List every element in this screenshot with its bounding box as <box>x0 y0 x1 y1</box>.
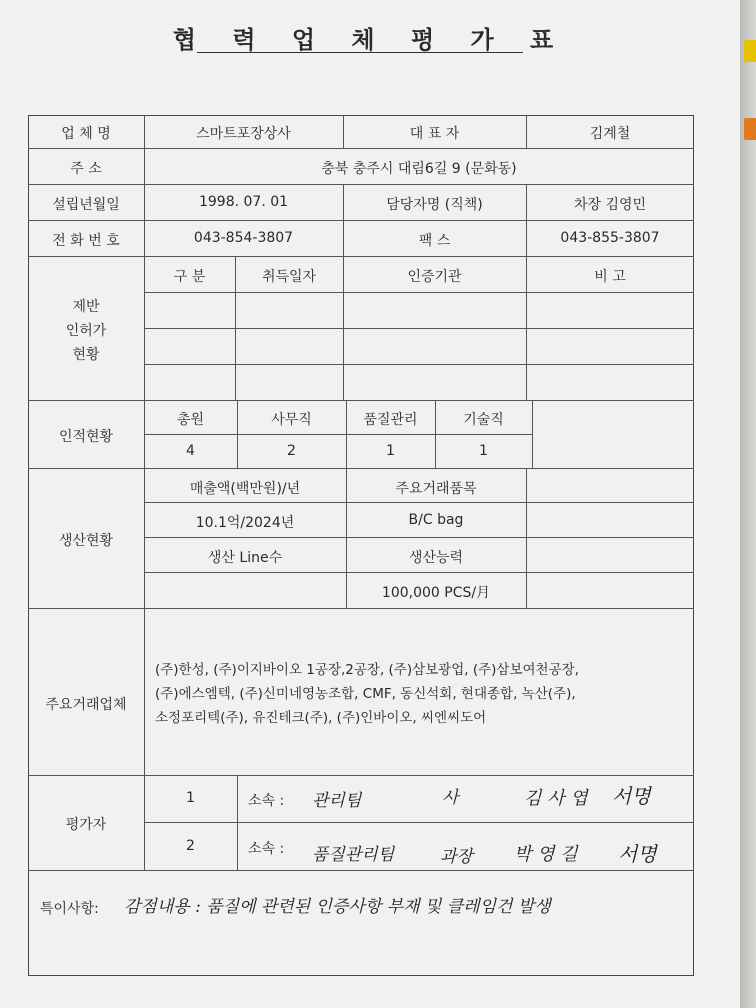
phone-label: 전 화 번 호 <box>52 233 120 249</box>
company-value: 스마트포장상사 <box>196 126 291 142</box>
founded-value: 1998. 07. 01 <box>198 194 289 210</box>
evaluator-signature: 서명 <box>612 784 651 808</box>
evaluator-name: 김 사 엽 <box>524 788 588 809</box>
remarks-label: 특이사항: <box>40 901 99 917</box>
contact-label: 담당자명 (직책) <box>386 197 483 213</box>
row-divider <box>144 434 532 435</box>
row-divider <box>144 364 694 365</box>
row-divider <box>28 220 694 221</box>
staff-value-total: 4 <box>186 443 195 459</box>
items-label: 주요거래품목 <box>395 481 477 497</box>
licenses-label-2: 인허가 <box>65 323 107 339</box>
row-divider <box>28 608 694 609</box>
col-divider <box>526 468 527 608</box>
evaluator-affiliation-label: 소속 : <box>248 841 285 857</box>
sticky-tab-yellow <box>744 40 756 62</box>
fax-label: 팩 스 <box>418 233 451 249</box>
items-value: B/C bag <box>408 512 464 528</box>
form-title: 협 력 업 체 평 가 표 <box>172 26 568 54</box>
licenses-label-1: 제반 <box>72 299 100 315</box>
row-divider <box>28 148 694 149</box>
evaluator-title: 사 <box>442 788 459 808</box>
staff-header-total: 총원 <box>176 412 205 428</box>
sticky-tab-orange <box>744 118 756 140</box>
phone-value: 043-854-3807 <box>193 230 294 246</box>
row-divider <box>144 537 694 538</box>
evaluator-name: 박 영 길 <box>514 844 578 865</box>
staff-value-quality: 1 <box>386 443 395 459</box>
evaluator-dept: 품질관리팀 <box>312 845 395 865</box>
staff-value-tech: 1 <box>479 443 488 459</box>
licenses-label-3: 현황 <box>72 347 100 363</box>
sales-label: 매출액(백만원)/년 <box>189 481 301 497</box>
row-divider <box>144 822 694 823</box>
clients-line-1: (주)한성, (주)이지바이오 1공장,2공장, (주)삼보광업, (주)삼보여천공장, <box>155 662 579 678</box>
capacity-value: 100,000 PCS/月 <box>381 585 491 601</box>
row-divider <box>28 775 694 776</box>
clients-line-3: 소정포리텍(주), 유진테크(주), (주)인바이오, 씨엔씨도어 <box>155 710 487 726</box>
staff-header-office: 사무직 <box>271 412 312 428</box>
remarks-text: 감점내용 : 품질에 관련된 인증사항 부재 및 클레임건 발생 <box>124 897 551 917</box>
row-divider <box>28 870 694 871</box>
row-divider <box>144 502 694 503</box>
ceo-label: 대 표 자 <box>409 126 460 142</box>
row-divider <box>28 400 694 401</box>
evaluator-dept: 관리팀 <box>312 791 362 811</box>
founded-label: 설립년월일 <box>52 197 120 213</box>
clients-label: 주요거래업체 <box>45 697 127 713</box>
title-underline <box>197 52 523 53</box>
license-col-date: 취득일자 <box>261 269 317 285</box>
staff-header-quality: 품질관리 <box>363 412 418 428</box>
staff-header-tech: 기술직 <box>463 412 504 428</box>
license-col-agency: 인증기관 <box>407 269 462 285</box>
sales-value: 10.1억/2024년 <box>195 515 295 531</box>
company-label: 업 체 명 <box>61 126 111 142</box>
evaluator-title: 과장 <box>440 847 473 867</box>
row-divider <box>144 328 694 329</box>
evaluator-number: 2 <box>186 838 195 854</box>
row-divider <box>144 572 694 573</box>
contact-value: 차장 김영민 <box>573 197 647 213</box>
clients-line-2: (주)에스엠텍, (주)신미네영농조합, CMF, 동신석회, 현대종합, 녹산(주), <box>155 686 576 702</box>
address-value: 충북 충주시 대림6길 9 (문화동) <box>321 161 517 177</box>
evaluator-signature: 서명 <box>618 842 657 866</box>
row-divider <box>28 256 694 257</box>
row-divider <box>144 292 694 293</box>
address-label: 주 소 <box>70 161 102 177</box>
paper-stack-edge <box>740 0 756 1008</box>
ceo-value: 김계철 <box>589 126 631 142</box>
license-col-note: 비 고 <box>594 269 626 285</box>
evaluator-label: 평가자 <box>65 817 107 833</box>
staff-label: 인적현황 <box>58 429 114 445</box>
evaluator-number: 1 <box>186 790 195 806</box>
lines-label: 생산 Line수 <box>207 550 283 566</box>
row-divider <box>28 468 694 469</box>
row-divider <box>28 184 694 185</box>
col-divider <box>237 775 238 870</box>
evaluator-affiliation-label: 소속 : <box>248 793 285 809</box>
license-col-type: 구 분 <box>173 269 206 285</box>
production-label: 생산현황 <box>58 533 114 549</box>
col-divider <box>532 400 533 468</box>
staff-value-office: 2 <box>287 443 296 459</box>
fax-value: 043-855-3807 <box>560 230 660 246</box>
capacity-label: 생산능력 <box>408 550 464 566</box>
